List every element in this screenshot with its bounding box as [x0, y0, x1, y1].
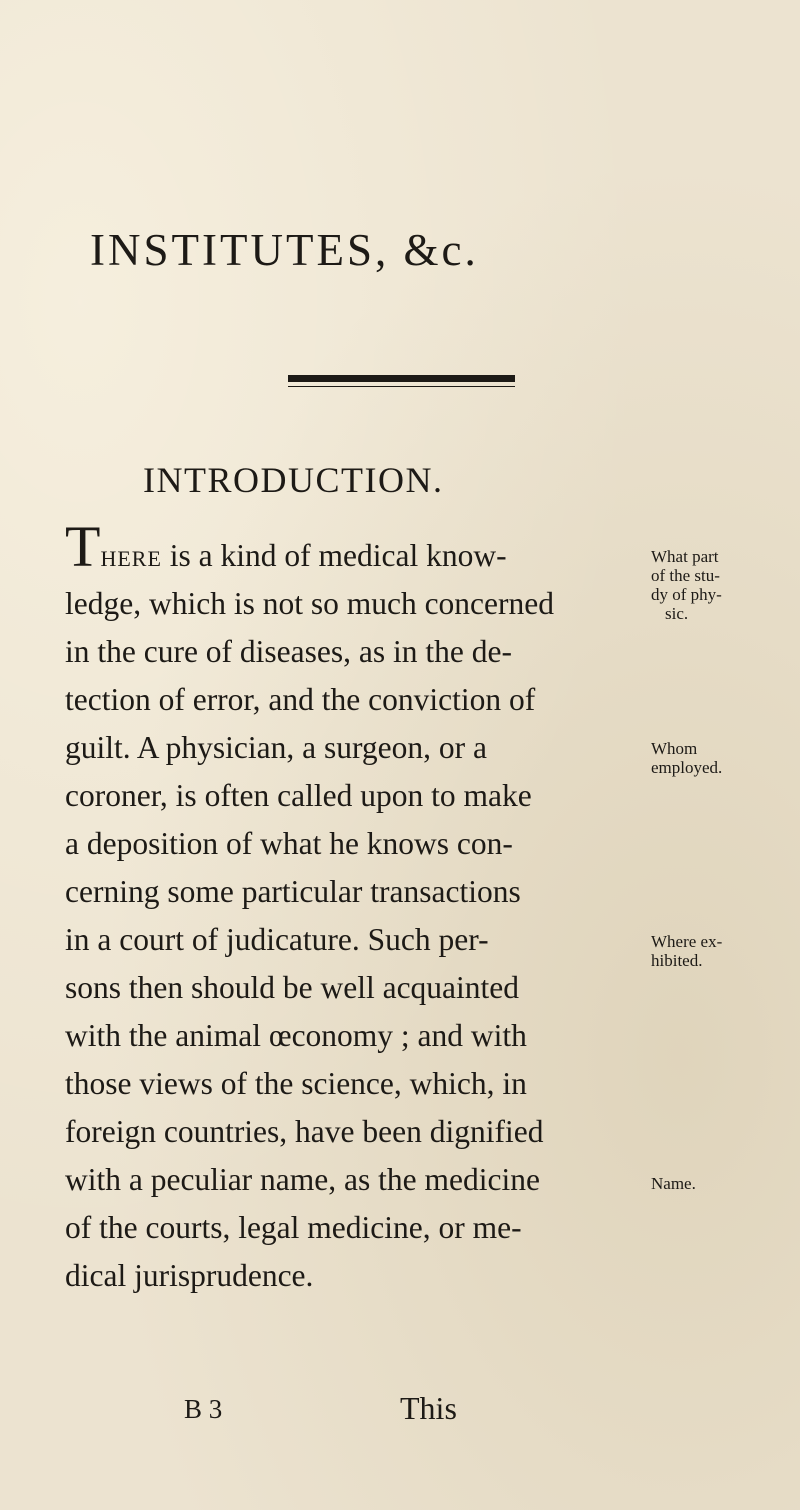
ornament-rule-thin	[288, 386, 515, 387]
first-line-rest: is a kind of medical know-	[161, 538, 507, 573]
body-line: ledge, which is not so much concerned	[65, 586, 554, 621]
margin-note-line: sic.	[665, 604, 689, 623]
body-line: guilt. A physician, a surgeon, or a	[65, 730, 487, 765]
body-line: dical jurisprudence.	[65, 1258, 314, 1293]
margin-note-employed	[651, 739, 791, 777]
first-word-rest: here	[100, 538, 162, 573]
running-title: INSTITUTES, &c.	[90, 225, 479, 275]
signature-mark: B 3	[184, 1394, 223, 1424]
body-line: with a peculiar name, as the medicine	[65, 1162, 540, 1197]
margin-note-study	[651, 547, 791, 623]
body-line: sons then should be well acquainted	[65, 970, 520, 1005]
drop-cap: T	[65, 514, 101, 579]
body-line: in a court of judicature. Such per-	[65, 922, 489, 957]
catchword: This	[400, 1390, 457, 1426]
section-heading: INTRODUCTION.	[143, 460, 444, 500]
margin-note-line: hibited.	[651, 951, 703, 970]
ornament-rule	[288, 375, 515, 389]
margin-note-line: Where ex-	[651, 932, 723, 951]
margin-note-line: of the stu-	[651, 566, 720, 585]
margin-note-name	[651, 1174, 791, 1193]
body-line: with the animal œconomy ; and with	[65, 1018, 527, 1053]
body-line: in the cure of diseases, as in the de-	[65, 634, 512, 669]
margin-note-line: What part	[651, 547, 719, 566]
margin-note-line: dy of phy-	[651, 585, 722, 604]
ornament-rule-thick	[288, 375, 515, 382]
margin-note-line: Whom	[651, 739, 698, 758]
margin-note-exhibited	[651, 932, 791, 970]
body-line: coroner, is often called upon to make	[65, 778, 532, 813]
body-line: those views of the science, which, in	[65, 1066, 527, 1101]
body-line: foreign countries, have been dignified	[65, 1114, 544, 1149]
body-line: a deposition of what he knows con-	[65, 826, 513, 861]
body-line: tection of error, and the conviction of	[65, 682, 536, 717]
body-line: of the courts, legal medicine, or me-	[65, 1210, 522, 1245]
margin-note-line: employed.	[651, 758, 723, 777]
body-line: cerning some particular transactions	[65, 874, 521, 909]
body-line-first	[65, 514, 507, 579]
margin-note-line: Name.	[651, 1174, 696, 1193]
